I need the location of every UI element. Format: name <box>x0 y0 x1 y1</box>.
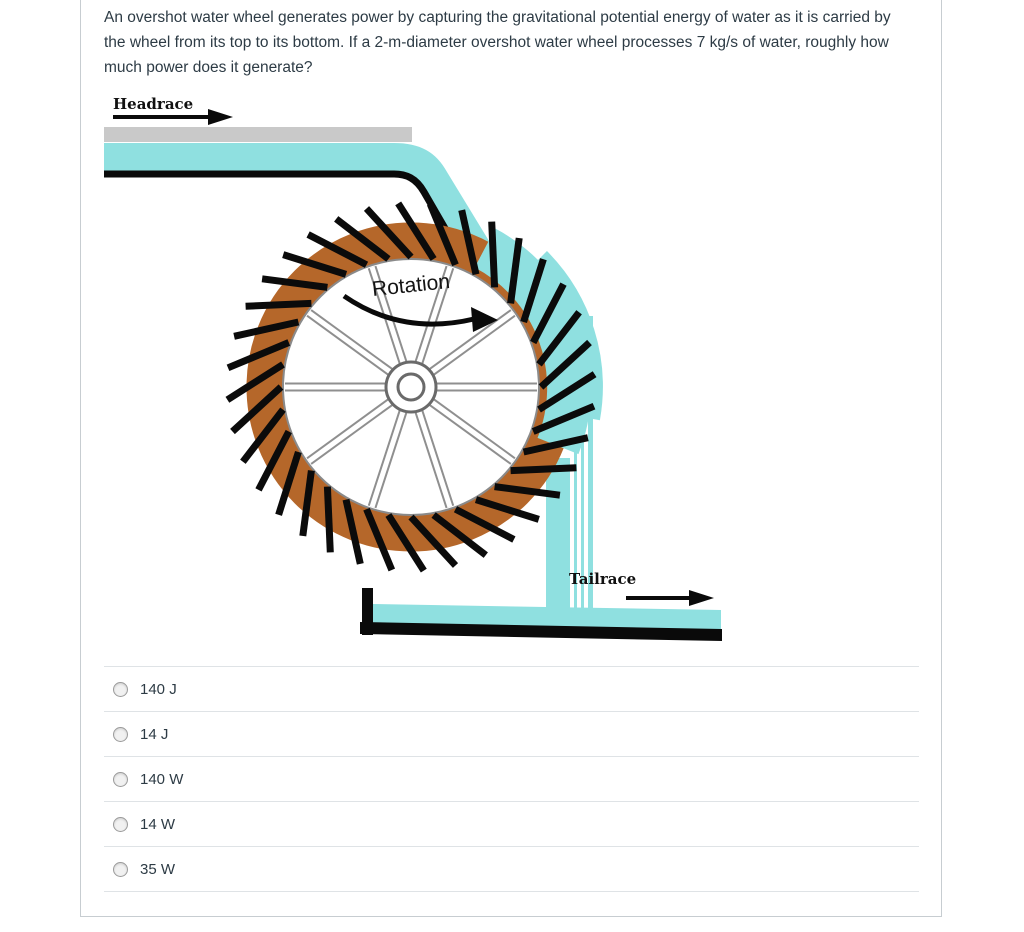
answer-option-label: 140 J <box>140 680 177 698</box>
tailrace-label: Tailrace <box>569 570 637 588</box>
answer-option-4[interactable] <box>104 801 919 846</box>
water-wheel-svg <box>104 90 824 656</box>
radio-button[interactable] <box>113 772 128 787</box>
question-text: An overshot water wheel generates power by capturing the gravitational potential energy of water as it is carried by the wheel from its top to its bottom. If a 2-m-diameter overshot water wheel processes 7 kg/s of water, roughly how much power does it generate? <box>104 9 891 76</box>
answer-option-label: 14 J <box>140 725 169 743</box>
headrace-label: Headrace <box>113 95 194 113</box>
radio-button[interactable] <box>113 727 128 742</box>
answer-option-label: 14 W <box>140 815 176 833</box>
quiz-question-card <box>80 0 942 917</box>
answer-option-1[interactable] <box>104 666 919 711</box>
headrace-bank <box>104 127 412 142</box>
answer-options <box>104 666 919 892</box>
answer-option-label: 35 W <box>140 860 176 878</box>
radio-button[interactable] <box>113 862 128 877</box>
answer-option-5[interactable] <box>104 846 919 891</box>
water-wheel-diagram <box>81 80 941 666</box>
radio-button[interactable] <box>113 682 128 697</box>
answer-option-2[interactable] <box>104 711 919 756</box>
rotation-label: Rotation <box>370 269 452 302</box>
answer-option-label: 140 W <box>140 770 184 788</box>
radio-button[interactable] <box>113 817 128 832</box>
tailrace-arrow <box>626 590 714 606</box>
answer-option-3[interactable] <box>104 756 919 801</box>
wheel-hub <box>386 362 436 412</box>
water-wheel <box>227 203 595 570</box>
